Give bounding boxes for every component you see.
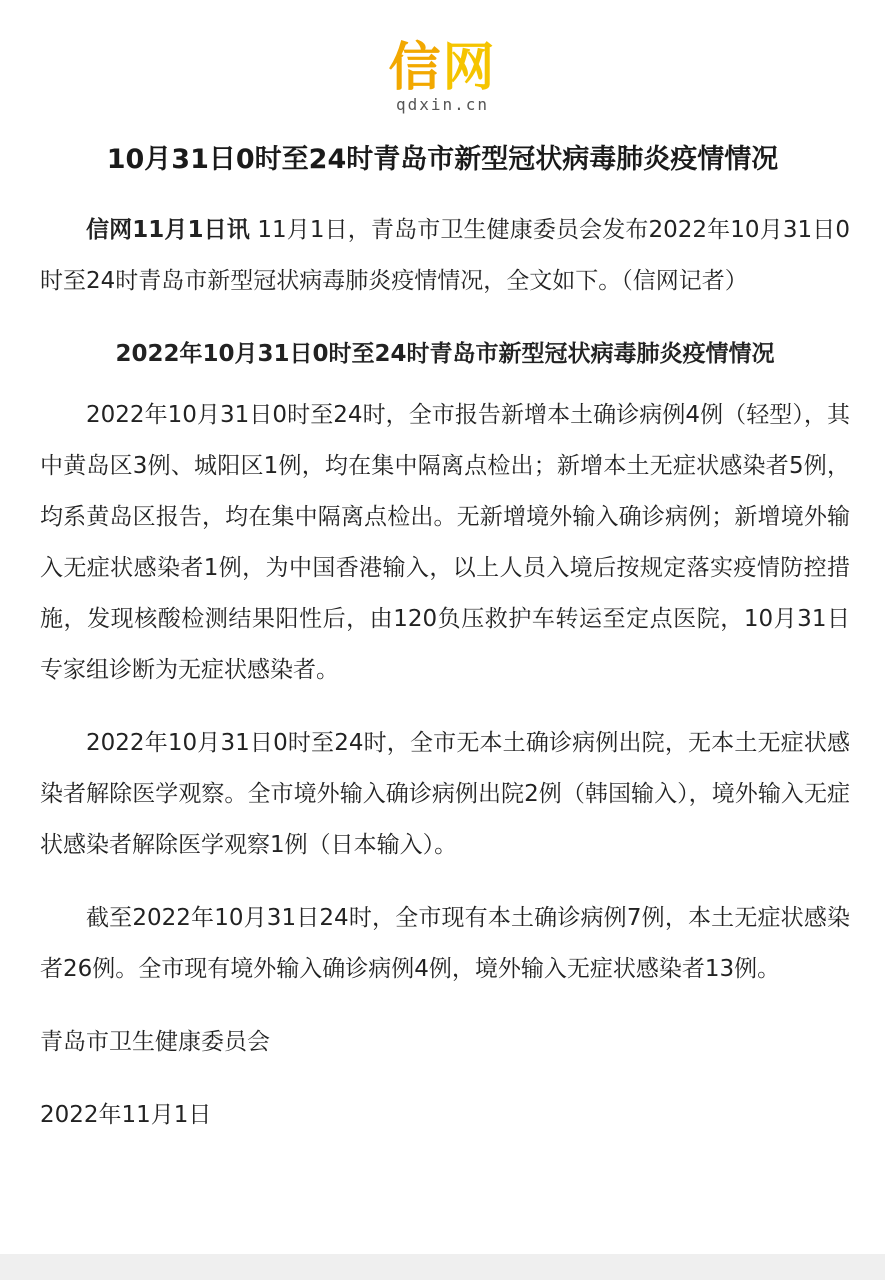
lead-tag: 信网11月1日讯 (86, 217, 250, 243)
article-signature: 青岛市卫生健康委员会 (40, 1029, 270, 1055)
paragraph-discharges: 2022年10月31日0时至24时，全市无本土确诊病例出院，无本土无症状感染者解除医学观察。全市境外输入确诊病例出院2例（韩国输入），境外输入无症状感染者解除医学观察1例（日本输入）。 (40, 730, 850, 858)
article-subtitle: 2022年10月31日0时至24时青岛市新型冠状病毒肺炎疫情情况 (115, 341, 775, 367)
paragraph-new-cases: 2022年10月31日0时至24时，全市报告新增本土确诊病例4例（轻型），其中黄岛区3例、城阳区1例，均在集中隔离点检出；新增本土无症状感染者5例，均系黄岛区报告，均在集中隔离点检出。无新增境外输入确诊病例；新增境外输入无症状感染者1例，为中国香港输入，以上人员入境后按规定落实疫情防控措施，发现核酸检测结果阳性后，由120负压救护车转运至定点医院，10月31日专家组诊断为无症状感染者。 (40, 402, 850, 683)
lead-paragraph (40, 205, 850, 307)
article-date: 2022年11月1日 (40, 1102, 212, 1128)
paragraph-current-cases: 截至2022年10月31日24时，全市现有本土确诊病例7例，本土无症状感染者26例。全市现有境外输入确诊病例4例，境外输入无症状感染者13例。 (40, 905, 850, 982)
logo-char-xin: 信 (388, 38, 443, 98)
site-logo[interactable] (0, 40, 885, 114)
logo-domain: qdxin.cn (395, 95, 490, 114)
logo-char-wang: 网 (442, 38, 497, 98)
article-body (40, 205, 850, 1163)
logo-wordmark (0, 40, 885, 96)
lead-text: 11月1日，青岛市卫生健康委员会发布2022年10月31日0时至24时青岛市新型冠状病毒肺炎疫情情况，全文如下。（信网记者） (40, 217, 850, 294)
page-title: 10月31日0时至24时青岛市新型冠状病毒肺炎疫情情况 (106, 144, 779, 175)
footer-bar (0, 1254, 885, 1280)
